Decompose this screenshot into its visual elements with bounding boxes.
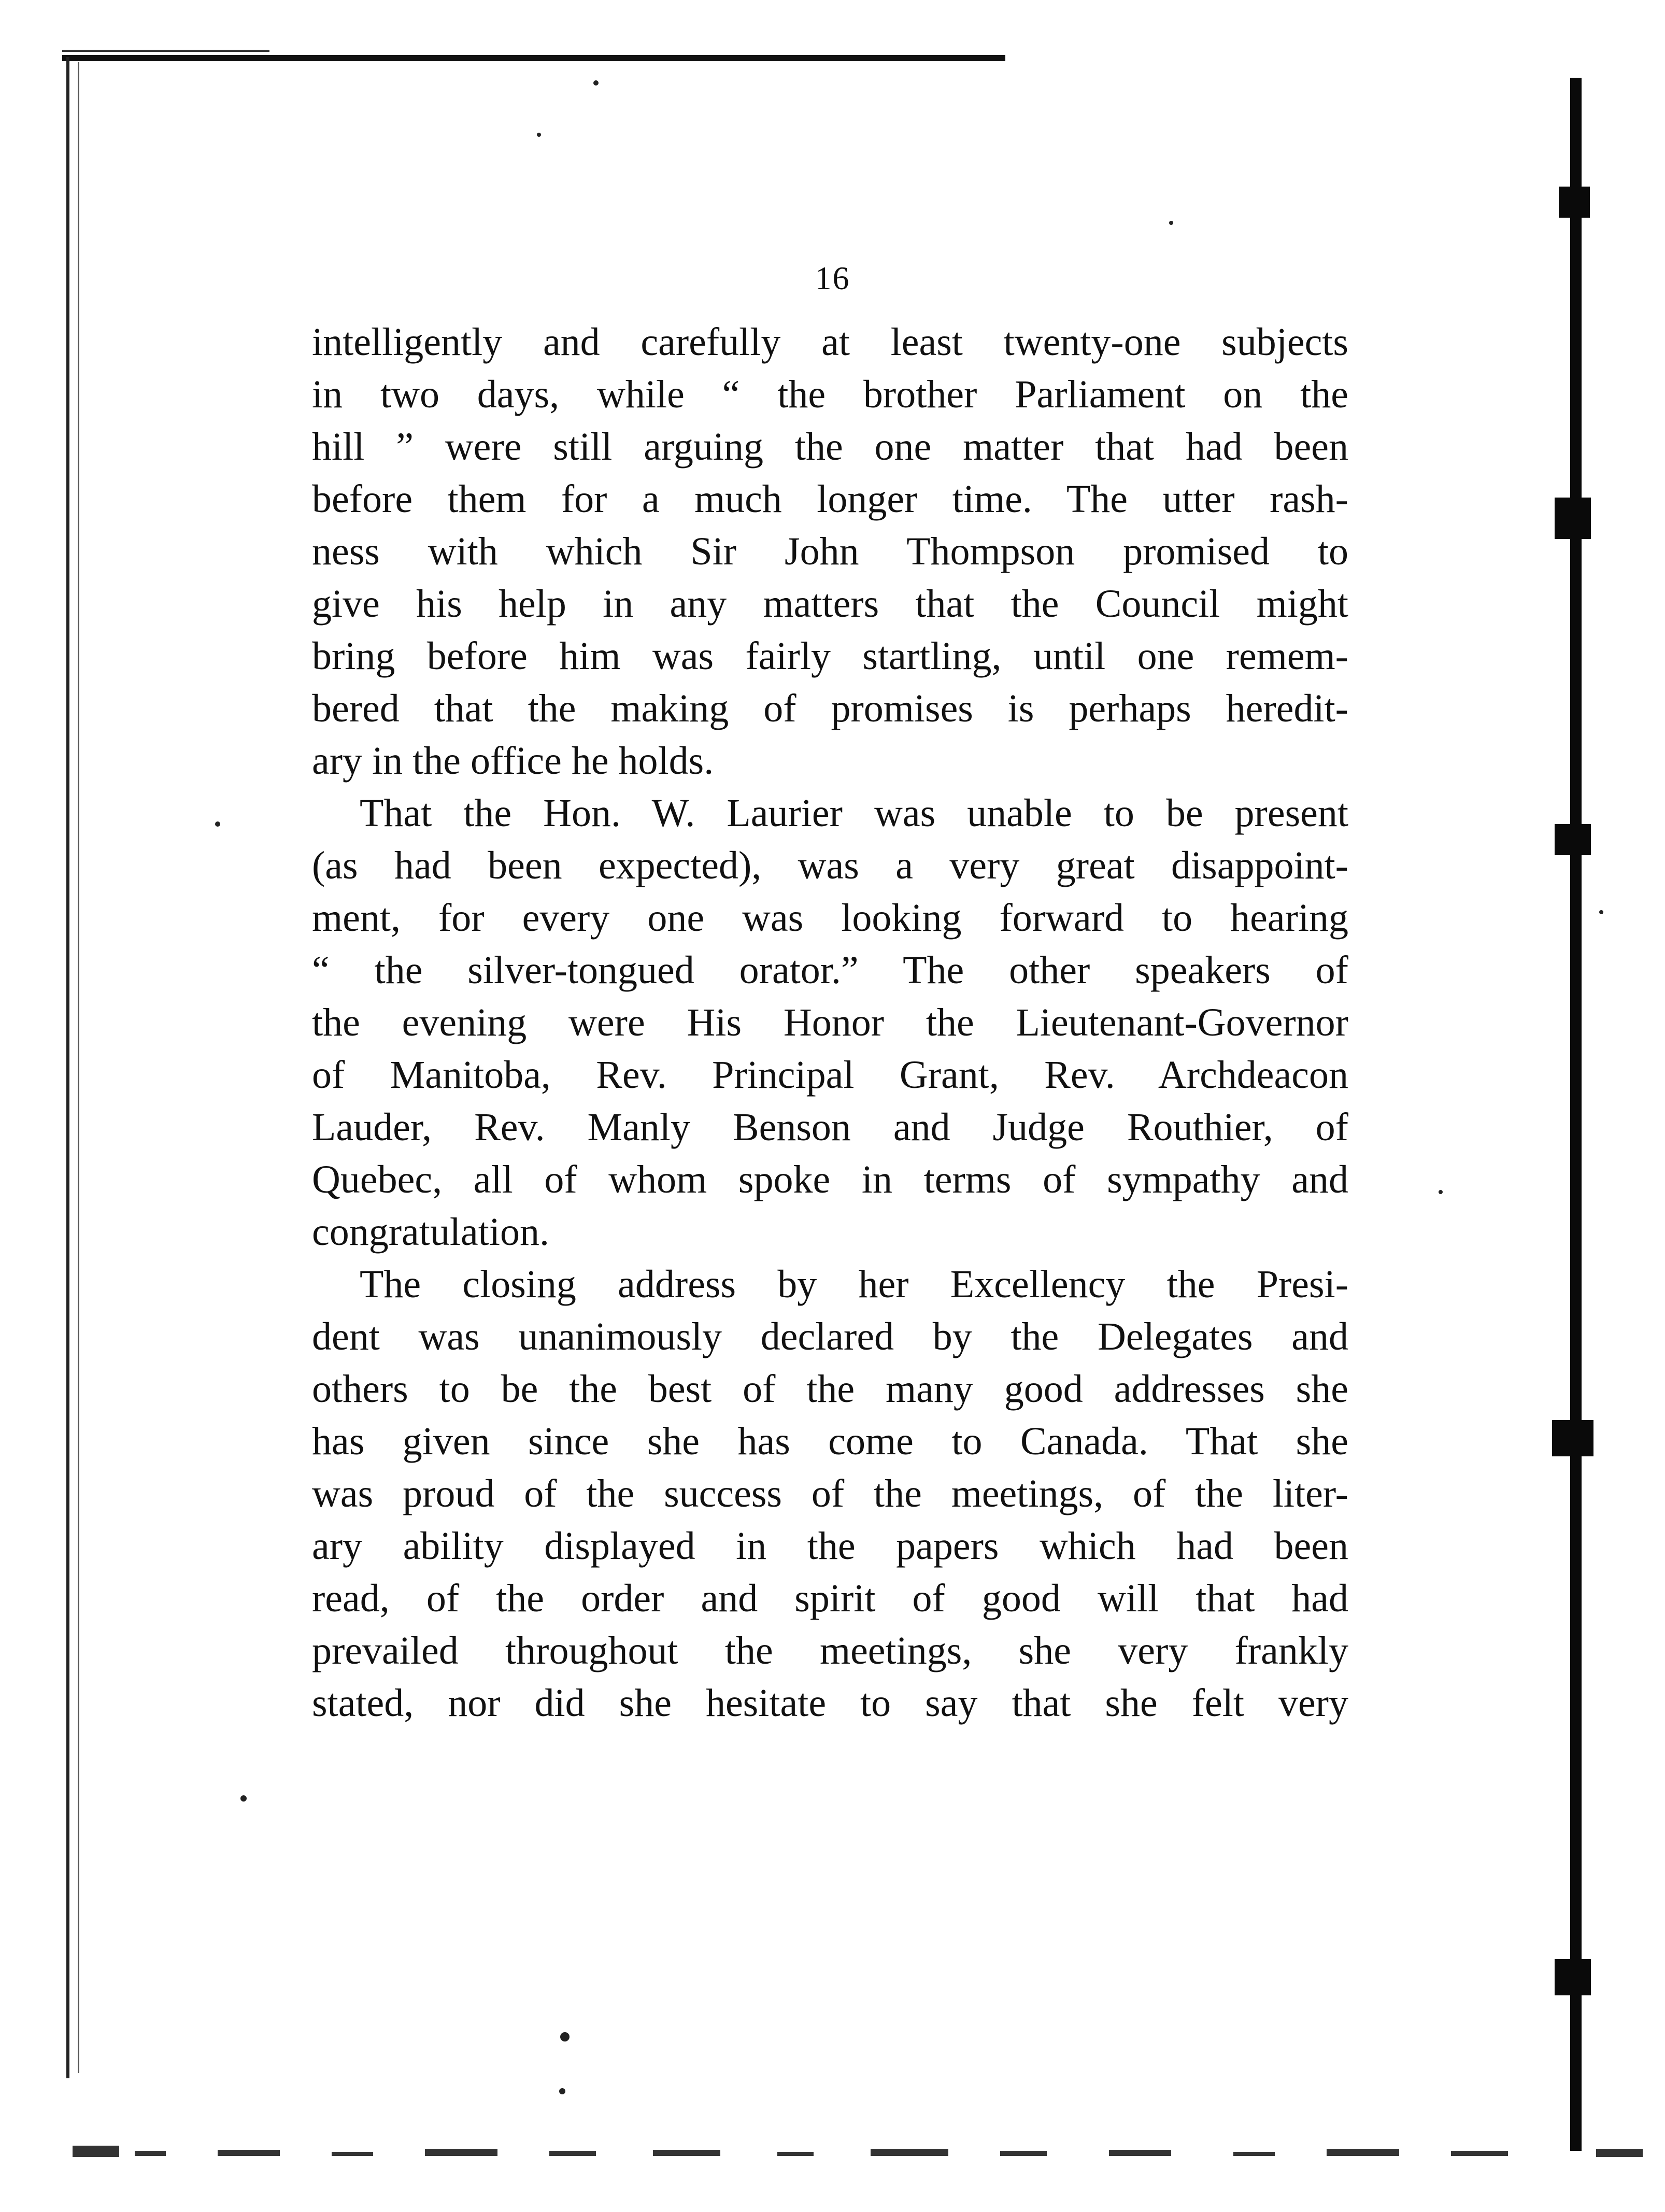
text-line: intelligently and carefully at least twenty-one subjects	[312, 320, 1348, 364]
text-line: ment, for every one was looking forward to hearing	[312, 896, 1348, 940]
text-line: prevailed throughout the meetings, she very frankly	[312, 1629, 1348, 1672]
text-line: bring before him was fairly startling, until one remem-	[312, 634, 1348, 678]
binding-bar	[1570, 78, 1582, 2151]
text-line: That the Hon. W. Laurier was unable to be present	[360, 791, 1348, 835]
text-line: in two days, while “ the brother Parliament on the	[312, 373, 1348, 416]
text-line: was proud of the success of the meetings, of the liter-	[312, 1472, 1348, 1515]
text-line: congratulation.	[312, 1210, 549, 1254]
text-line: ary ability displayed in the papers which had been	[312, 1524, 1348, 1568]
binding-knot-2	[1555, 498, 1591, 539]
top-rule	[62, 55, 1005, 61]
text-line: before them for a much longer time. The utter rash-	[312, 477, 1348, 521]
left-margin-rule-inner	[78, 62, 79, 2073]
binding-knot-1	[1559, 187, 1590, 218]
text-line: the evening were His Honor the Lieutenant-Governor	[312, 1001, 1348, 1044]
text-line: give his help in any matters that the Council might	[312, 582, 1348, 626]
binding-knot-5	[1555, 1959, 1591, 1995]
text-line: ness with which Sir John Thompson promised to	[312, 530, 1348, 573]
text-line: (as had been expected), was a very great disappoint-	[312, 844, 1348, 887]
text-line: stated, nor did she hesitate to say that she felt very	[312, 1681, 1348, 1725]
text-line: Quebec, all of whom spoke in terms of sympathy and	[312, 1158, 1348, 1201]
left-margin-rule	[66, 57, 69, 2078]
bottom-noise	[73, 2146, 1643, 2157]
paragraph-1	[312, 316, 1348, 787]
paragraph-3	[312, 1258, 1348, 1729]
text-line: read, of the order and spirit of good will that had	[312, 1577, 1348, 1620]
text-line: has given since she has come to Canada. That she	[312, 1420, 1348, 1463]
binding-knot-4	[1552, 1420, 1593, 1456]
paragraph-2	[312, 787, 1348, 1258]
top-rule-thin	[62, 50, 269, 52]
text-line: bered that the making of promises is perhaps heredit-	[312, 687, 1348, 730]
text-line: hill ” were still arguing the one matter that had been	[312, 425, 1348, 469]
text-line: “ the silver-tongued orator.” The other speakers of	[312, 948, 1348, 992]
text-line: Lauder, Rev. Manly Benson and Judge Routhier, of	[312, 1105, 1348, 1149]
text-line: ary in the office he holds.	[312, 739, 714, 783]
text-line: The closing address by her Excellency the Presi-	[360, 1263, 1348, 1306]
page-number: 16	[815, 260, 850, 296]
binding-knot-3	[1555, 824, 1591, 855]
text-line: of Manitoba, Rev. Principal Grant, Rev. Archdeacon	[312, 1053, 1348, 1097]
text-line: others to be the best of the many good addresses she	[312, 1367, 1348, 1411]
body-text	[312, 316, 1348, 1729]
text-line: dent was unanimously declared by the Delegates and	[312, 1315, 1348, 1358]
